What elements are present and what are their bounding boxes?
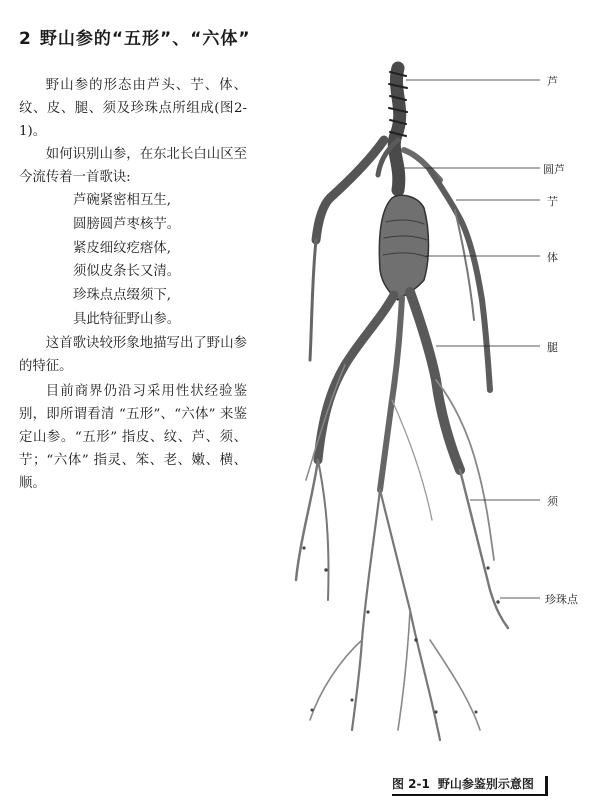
label-yuanlu: 圆芦	[543, 163, 565, 176]
label-zhenzhu: 珍珠点	[545, 593, 578, 606]
label-xu: 须	[547, 495, 558, 508]
poem-line: 珍珠点点缀须下,	[73, 288, 171, 304]
figure-number: 图 2-1	[392, 777, 430, 791]
poem-line: 紧皮细纹疙瘩体,	[73, 240, 171, 256]
label-ti: 体	[547, 251, 558, 264]
label-tui: 腿	[547, 341, 558, 354]
caption-underline	[392, 794, 548, 796]
poem-line: 芦碗紧密相互生,	[73, 193, 171, 208]
section-title: 野山参的“五形”、“六体”	[39, 29, 251, 49]
caption-side-bar	[545, 776, 548, 796]
poem-line: 具此特征野山参。	[73, 311, 181, 327]
poem-line: 圆膀圆芦枣核艼。	[73, 216, 181, 232]
paragraph-song-intro: 如何识别山参，在东北长白山区至今流传着一首歌诀:	[19, 147, 247, 185]
figure-caption	[392, 774, 552, 796]
paragraph-song-comment: 这首歌诀较形象地描写出了野山参的特征。	[19, 335, 247, 374]
label-ding: 艼	[547, 195, 558, 208]
paragraph-intro: 野山参的形态由芦头、艼、体、纹、皮、腿、须及珍珠点所组成(图2-1)。	[19, 78, 247, 139]
poem-line: 须似皮条长又清。	[73, 264, 181, 280]
paragraph-identification: 目前商界仍沿习采用性状经验鉴别，即所谓看清 “五形”、“六体” 来鉴定山参。“五形” 指皮、纹、芦、须、艼；“六体” 指灵、笨、老、嫩、横、顺。	[19, 383, 247, 491]
label-lu: 芦	[547, 75, 558, 88]
section-number: 2	[19, 29, 32, 49]
figure-title: 野山参鉴别示意图	[437, 777, 534, 791]
